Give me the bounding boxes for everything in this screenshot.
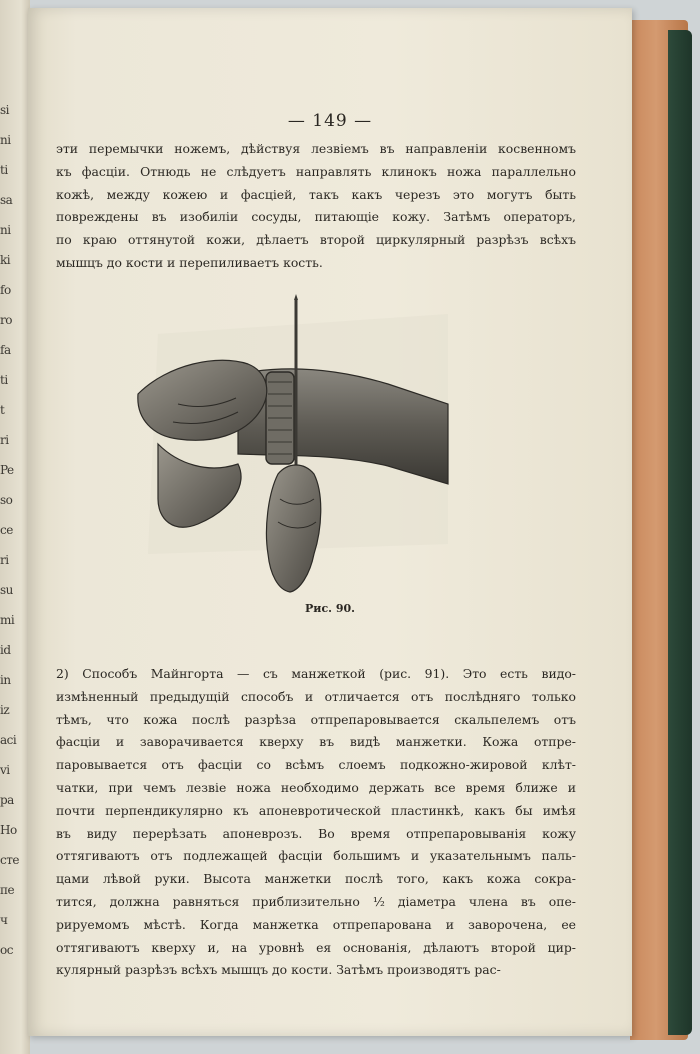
previous-page-fragment: mi [0,613,15,627]
previous-page-edge [0,0,30,1054]
previous-page-fragment: ri [0,553,9,567]
previous-page-fragment: ro [0,313,12,327]
previous-page-fragment: vi [0,763,10,777]
previous-page-fragment: ce [0,523,13,537]
text-line: фасціи и заворачивается кверху въ видѣ манжетки. Кожа отпре- [56,734,576,750]
previous-page-fragment: su [0,583,13,597]
previous-page-text [0,95,26,965]
previous-page-fragment: ri [0,433,9,447]
previous-page-fragment: fa [0,343,11,357]
text-line: въ виду перерѣзать апоневрозъ. Во время отпрепаровыванія кожу [56,825,576,841]
previous-page-fragment: ni [0,133,11,147]
previous-page-fragment: pa [0,793,14,807]
page-number: — 149 — [287,111,373,131]
previous-page-fragment: id [0,643,11,657]
book-cover [668,30,692,1035]
text-line: тѣмъ, что кожа послѣ разрѣза отпрепаровывается скальпелемъ отъ [56,711,576,727]
previous-page-fragment: si [0,103,9,117]
text-line: кожѣ, между кожею и фасціей, такъ какъ черезъ это могутъ быть [56,186,576,202]
previous-page-fragment: пе [0,883,15,897]
text-line: почти перпендикулярно къ апоневротической пластинкѣ, какъ бы имѣя [56,802,576,818]
text-line: паровывается отъ фасціи со всѣмъ слоемъ подкожно-жировой клѣт- [56,757,576,773]
previous-page-fragment: ki [0,253,11,267]
text-line: эти перемычки ножемъ, дѣйствуя лезвіемъ въ направленіи косвенномъ [56,141,576,156]
previous-page-fragment: ni [0,223,11,237]
previous-page-fragment: ti [0,373,8,387]
text-line: 2) Способъ Майнгорта — съ манжеткой (рис. 91). Это есть видо- [56,666,576,681]
text-line: мышцъ до кости и перепиливаетъ кость. [56,254,323,270]
text-line: по краю оттянутой кожи, дѣлаетъ второй циркулярный разрѣзъ всѣхъ [56,232,576,248]
previous-page-fragment: ос [0,943,13,957]
previous-page-fragment: Ho [0,823,17,837]
previous-page-fragment: ti [0,163,8,177]
text-line: рируемомъ мѣстѣ. Когда манжетка отпрепарована и заворочена, ее [56,916,576,932]
text-line: тится, должна равняться приблизительно ½ діаметра члена въ опе- [56,893,576,909]
book-page [28,8,632,1036]
previous-page-fragment: aci [0,733,17,747]
previous-page-fragment: sa [0,193,13,207]
top-paragraph [56,138,576,275]
figure-caption: Рис. 90. [305,602,355,615]
text-line: чатки, при чемъ лезвіе ножа необходимо держать все время ближе и [56,779,576,795]
previous-page-fragment: so [0,493,13,507]
previous-page-fragment: Pe [0,463,14,477]
previous-page-fragment: in [0,673,11,687]
text-line: оттягиваютъ кверху и, на уровнѣ ея основанія, дѣлаютъ второй цир- [56,939,576,955]
text-line: цами лѣвой руки. Высота манжетки послѣ того, какъ кожа сокра- [56,871,576,887]
text-line: кулярный разрѣзъ всѣхъ мышцъ до кости. Затѣмъ производятъ рас- [56,962,501,978]
text-line: измѣненный предыдущій способъ и отличается отъ послѣдняго только [56,688,576,704]
bottom-paragraph [56,663,576,982]
text-line: повреждены въ изобиліи сосуды, питающіе кожу. Затѣмъ операторъ, [56,209,576,225]
previous-page-fragment: сте [0,853,19,867]
previous-page-fragment: ч [0,913,8,927]
previous-page-fragment: t [0,403,5,417]
text-line: оттягиваютъ отъ подлежащей фасціи большимъ и указательнымъ паль- [56,848,576,864]
previous-page-fragment: fo [0,283,11,297]
amputation-illustration [118,294,458,594]
text-line: къ фасціи. Отнюдь не слѣдуетъ направлять клинокъ ножа параллельно [56,163,576,179]
previous-page-fragment: iz [0,703,10,717]
